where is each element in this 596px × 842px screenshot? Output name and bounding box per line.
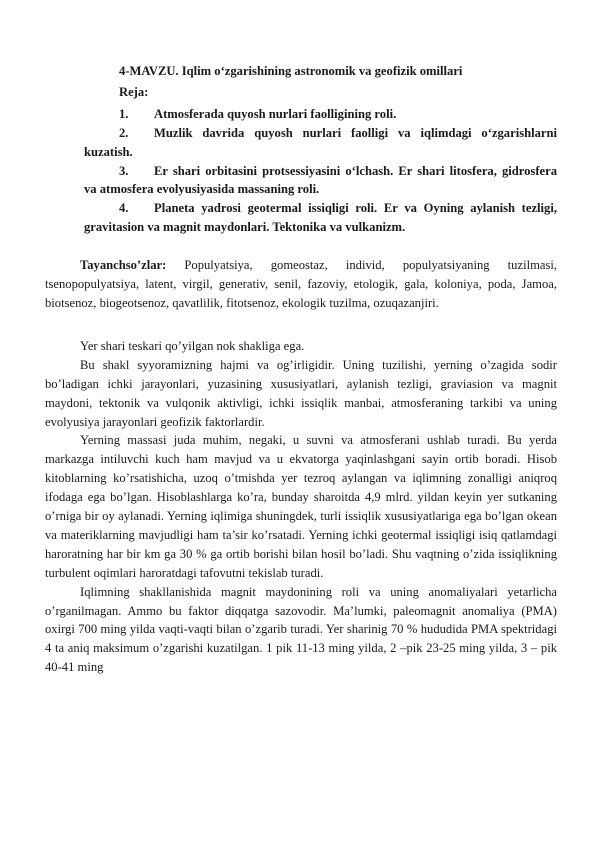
plan-item-text: Planeta yadrosi geotermal issiqligi roli. Er va Oyning aylanish tezligi, gravitasion va magnit maydonlari. Tektonika va vulkanizm. xyxy=(84,201,557,235)
plan-item xyxy=(84,199,557,237)
body-paragraph: Bu shakl syyoramizning hajmi va og’irligidir. Uning tuzilishi, yerning o’zagida sodir bo’ladigan ichki jarayonlari, yuzasining xususiyatlari, aylanish tezligi, graviasion va magnit maydoni, tektonik va vulqonik aktivligi, ichki issiqlik manbai, atmosferaning tarkibi va uning evolyusiya jarayonlari geofizik faktorlardir. xyxy=(45,357,557,429)
plan-item-text: Muzlik davrida quyosh nurlari faolligi va iqlimdagi o‘zgarishlarni kuzatish. xyxy=(84,125,557,159)
document-page xyxy=(45,62,557,677)
plan-item xyxy=(84,162,557,200)
body-paragraph: Yerning massasi juda muhim, negaki, u suvni va atmosferani ushlab turadi. Bu yerda markazga intiluvchi kuch ham mavjud va u ekvatorga yaqinlashgani sayin ortib boradi. Hisob kitoblarning ko’rsatishicha, uzoq o’tmishda yer tezroq aylangan va iqlimning zonalligi aniqroq ifodaga ega bo’lgan. Hisoblashlarga ko’ra, bunday sharoitda 4,9 mlrd. yildan keyin yer sutkaning o’rniga bir oy aylanadi. Yerning iqlimiga shuningdek, turli issiqlik xususiyatlariga ega bo’lgan okean va materiklarning mavjudligi ham ta’sir ko’rsatadi. Yerning ichki geotermal issiqligi isiq qatlamdagi haroratning har bir km ga 30 % ga ortib borishi bilan hosil bo’ladi. Shu vaqtning o’zida issiqlikning turbulent oqimlari haroratdagi tafovutni tekislab turadi. xyxy=(45,433,557,580)
plan-item-number: 1. xyxy=(119,106,129,121)
plan-item-text: Er shari orbitasini protsessiyasini o‘lchash. Er shari litosfera, gidrosfera va atmosfera evolyusiyasida massaning roli. xyxy=(84,163,557,197)
document-title: 4-MAVZU. Iqlim o‘zgarishining astronomik va geofizik omillari xyxy=(119,64,463,78)
plan-label: Reja: xyxy=(119,84,149,99)
keywords-label: Tayanchso’zlar: xyxy=(80,258,167,273)
plan-item-number: 2. xyxy=(119,125,129,140)
plan-item-number: 3. xyxy=(119,163,129,178)
body-paragraph: Yer shari teskari qo’yilgan nok shakliga ega. xyxy=(80,338,305,353)
body-paragraph: Iqlimning shakllanishida magnit maydonining roli va uning anomaliyalari yetarlicha o’rganilmagan. Ammo bu faktor diqqatga sazovodir. Ma’lumki, paleomagnit anomaliya (PMA) oxirgi 700 ming yilda vaqti-vaqti bilan o’zgarib turadi. Yer sharinig 70 % hududida PMA spektridagi 4 ta aniq maksimum o’zgarishi kuzatilgan. 1 pik 11-13 ming yilda, 2 –pik 23-25 ming yilda, 3 – pik 40-41 ming xyxy=(45,584,557,675)
plan-item-number: 4. xyxy=(119,201,129,216)
keywords-paragraph xyxy=(45,256,557,313)
plan-item xyxy=(84,124,557,162)
plan-item-text: Atmosferada quyosh nurlari faolligining roli. xyxy=(154,106,397,121)
plan-item xyxy=(84,105,557,124)
keywords-text: Populyatsiya, gomeostaz, individ, populyatsiyaning tuzilmasi, tsenopopulyatsiya, latent, virgil, generativ, senil, fazoviy, etologik, gala, koloniya, poda, Jamoa, biotsenoz, biogeotsenoz, qavatlilik, fitotsenoz, ekologik tuzilma, ozuqazanjiri. xyxy=(45,258,557,310)
plan-list xyxy=(84,105,557,237)
